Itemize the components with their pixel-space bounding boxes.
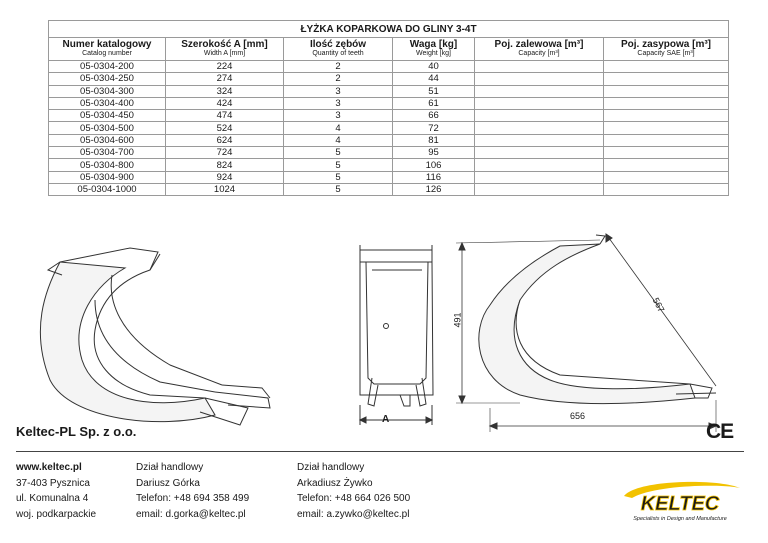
table-cell: 05-0304-1000: [49, 183, 166, 195]
contact-sales-2: [297, 460, 410, 522]
table-cell: 5: [284, 171, 393, 183]
table-cell: 1024: [166, 183, 284, 195]
contact-address: [16, 460, 96, 522]
table-cell: 05-0304-450: [49, 110, 166, 122]
column-header-label: Numer katalogowy: [62, 39, 152, 50]
bucket-perspective-view: [40, 248, 270, 425]
table-cell: 3: [284, 97, 393, 109]
table-cell: 51: [393, 85, 475, 97]
ce-mark: CE: [706, 420, 734, 443]
table-cell: 61: [393, 97, 475, 109]
table-cell: 5: [284, 147, 393, 159]
contact-sales-1: [136, 460, 249, 522]
table-cell: 106: [393, 159, 475, 171]
table-cell: 95: [393, 147, 475, 159]
table-cell: 824: [166, 159, 284, 171]
table-cell: 81: [393, 134, 475, 146]
table-cell: 05-0304-800: [49, 159, 166, 171]
column-header-sublabel: Quantity of teeth: [312, 50, 364, 57]
contact-email[interactable]: email: d.gorka@keltec.pl: [136, 508, 246, 520]
table-cell: 3: [284, 110, 393, 122]
table-cell: 05-0304-300: [49, 85, 166, 97]
department-label: Dział handlowy: [136, 462, 204, 473]
table-cell: 2: [284, 73, 393, 85]
table-cell: 05-0304-600: [49, 134, 166, 146]
table-cell: 5: [284, 159, 393, 171]
contact-phone: Telefon: +48 694 358 499: [136, 493, 250, 504]
column-header-label: Poj. zasypowa [m³]: [621, 39, 712, 50]
column-header-label: Ilość zębów: [309, 39, 367, 50]
dim-length-label: 656: [570, 411, 586, 421]
dim-diagonal-label: 567: [650, 296, 667, 314]
column-header-sublabel: Capacity [m³]: [518, 50, 560, 57]
logo-tagline: Specialists in Design and Manufacture: [633, 516, 727, 522]
website-link[interactable]: www.keltec.pl: [16, 462, 82, 473]
table-cell: 05-0304-200: [49, 61, 166, 73]
table-cell: 5: [284, 183, 393, 195]
table-cell: 274: [166, 73, 284, 85]
column-header-sublabel: Catalog number: [82, 50, 132, 57]
table-cell: 05-0304-700: [49, 147, 166, 159]
company-name: Keltec-PL Sp. z o.o.: [16, 424, 137, 439]
column-header-sublabel: Weight [kg]: [416, 50, 451, 57]
dim-height-label: 491: [452, 312, 463, 328]
column-header-sublabel: Width A [mm]: [203, 50, 246, 57]
table-cell: 324: [166, 85, 284, 97]
column-header-label: Poj. zalewowa [m³]: [494, 39, 584, 50]
address-street: ul. Komunalna 4: [16, 493, 89, 504]
table-cell: 44: [393, 73, 475, 85]
contact-person: Arkadiusz Żywko: [297, 477, 373, 489]
column-header-label: Szerokość A [mm]: [181, 39, 268, 50]
table-cell: 05-0304-900: [49, 171, 166, 183]
keltec-logo: [616, 478, 746, 524]
table-cell: 66: [393, 110, 475, 122]
table-cell: 05-0304-500: [49, 122, 166, 134]
bucket-front-view: [360, 245, 433, 425]
dim-width-label: A: [382, 414, 390, 425]
footer-divider: [16, 451, 744, 452]
table-cell: 2: [284, 61, 393, 73]
table-cell: 3: [284, 85, 393, 97]
contact-email[interactable]: email: a.zywko@keltec.pl: [297, 508, 410, 520]
table-cell: 126: [393, 183, 475, 195]
table-cell: 4: [284, 122, 393, 134]
bucket-side-view: [456, 234, 716, 432]
address-city: 37-403 Pysznica: [16, 477, 90, 489]
department-label: Dział handlowy: [297, 462, 365, 473]
logo-wordmark: KELTEC: [640, 493, 720, 515]
column-header-sublabel: Capacity SAE [m³]: [637, 50, 695, 57]
address-region: woj. podkarpackie: [16, 508, 97, 520]
table-cell: 116: [393, 171, 475, 183]
table-cell: 05-0304-250: [49, 73, 166, 85]
table-title: ŁYŻKA KOPARKOWA DO GLINY 3-4T: [49, 21, 729, 38]
table-cell: 224: [166, 61, 284, 73]
table-cell: 72: [393, 122, 475, 134]
table-cell: 4: [284, 134, 393, 146]
table-cell: 724: [166, 147, 284, 159]
table-cell: 524: [166, 122, 284, 134]
column-header-label: Waga [kg]: [409, 39, 458, 50]
table-cell: 40: [393, 61, 475, 73]
contact-person: Dariusz Górka: [136, 477, 200, 489]
table-cell: 624: [166, 134, 284, 146]
table-cell: 424: [166, 97, 284, 109]
contact-phone: Telefon: +48 664 026 500: [297, 493, 411, 504]
table-cell: 474: [166, 110, 284, 122]
table-cell: 924: [166, 171, 284, 183]
table-cell: 05-0304-400: [49, 97, 166, 109]
